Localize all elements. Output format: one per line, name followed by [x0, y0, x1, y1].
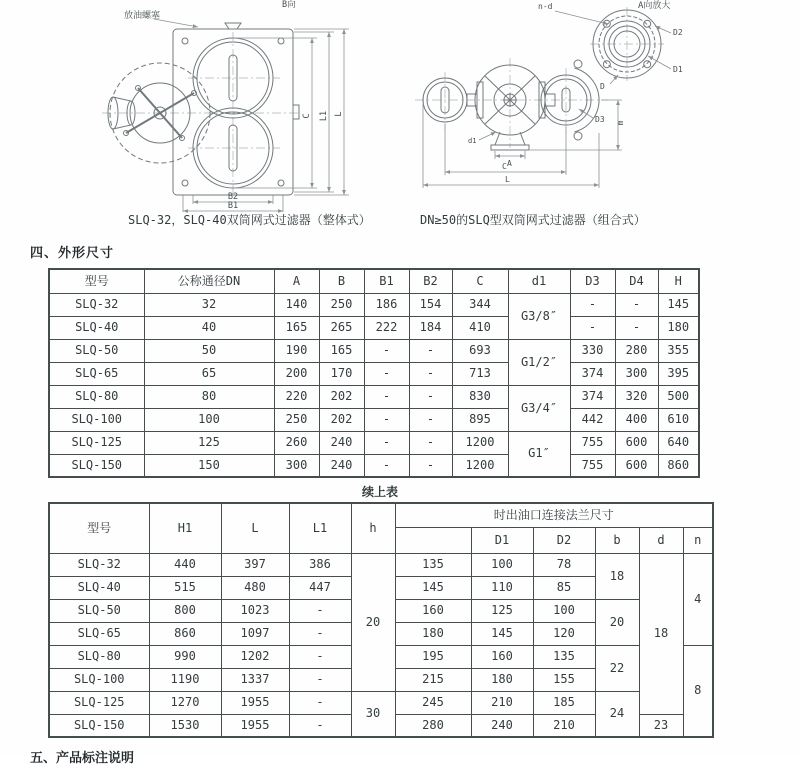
data-cell: SLQ-40 — [49, 316, 144, 339]
data-cell: 165 — [274, 316, 319, 339]
header-cell: B — [319, 269, 364, 293]
data-cell: 800 — [149, 599, 221, 622]
data-cell: 215 — [395, 668, 471, 691]
data-cell: 165 — [319, 339, 364, 362]
data-cell: SLQ-100 — [49, 668, 149, 691]
data-cell: SLQ-32 — [49, 293, 144, 316]
side-tab — [293, 105, 299, 119]
dimensions-table-wrapper — [48, 268, 700, 478]
data-cell: 184 — [409, 316, 452, 339]
data-cell: SLQ-80 — [49, 385, 144, 408]
data-cell: 1023 — [221, 599, 289, 622]
data-cell: 200 — [274, 362, 319, 385]
bolt-hole — [603, 61, 610, 68]
dim-label-d3: D3 — [595, 115, 605, 124]
continued-table-wrapper — [48, 502, 714, 738]
data-cell: 220 — [274, 385, 319, 408]
detail-title: A向放大 — [638, 1, 671, 11]
header-cell: n — [683, 527, 713, 553]
data-cell: 245 — [395, 691, 471, 714]
continued-table-label: 续上表 — [361, 485, 398, 499]
drain-plug-callout: 放油螺塞 — [124, 11, 161, 21]
header-cell: L — [221, 503, 289, 553]
data-cell: 210 — [533, 714, 595, 737]
data-cell: 125 — [471, 599, 533, 622]
bolt-count-label: n-d — [538, 2, 553, 11]
data-cell: 240 — [319, 454, 364, 477]
data-cell: 40 — [144, 316, 274, 339]
data-cell: 395 — [658, 362, 699, 385]
data-cell: 170 — [319, 362, 364, 385]
data-cell: - — [364, 408, 409, 431]
header-cell — [395, 527, 471, 553]
data-cell: - — [615, 293, 658, 316]
data-cell: 374 — [570, 385, 615, 408]
data-cell: SLQ-65 — [49, 362, 144, 385]
data-cell: 30 — [351, 691, 395, 737]
data-cell: 386 — [289, 553, 351, 576]
header-cell: A — [274, 269, 319, 293]
data-cell: 600 — [615, 454, 658, 477]
data-cell: - — [364, 431, 409, 454]
data-cell: SLQ-80 — [49, 645, 149, 668]
data-cell: 100 — [471, 553, 533, 576]
data-cell: - — [409, 362, 452, 385]
data-cell: 78 — [533, 553, 595, 576]
header-cell: D1 — [471, 527, 533, 553]
dimension-lines — [423, 11, 671, 188]
dim-label-d: D — [600, 82, 605, 91]
data-cell: - — [289, 668, 351, 691]
data-cell: 895 — [452, 408, 508, 431]
data-cell: 990 — [149, 645, 221, 668]
data-cell: 440 — [149, 553, 221, 576]
data-cell: 442 — [570, 408, 615, 431]
data-cell: 154 — [409, 293, 452, 316]
data-cell: 190 — [274, 339, 319, 362]
header-cell: d1 — [508, 269, 570, 293]
data-cell: - — [409, 385, 452, 408]
clamp-lug — [574, 60, 582, 68]
data-cell: 330 — [570, 339, 615, 362]
data-cell: 320 — [615, 385, 658, 408]
data-cell: 18 — [595, 553, 639, 599]
figure-integral-type — [98, 2, 390, 216]
data-cell: 140 — [274, 293, 319, 316]
data-cell: - — [364, 385, 409, 408]
dim-label-drain: d1 — [468, 137, 477, 145]
data-cell: 20 — [351, 553, 395, 691]
data-cell: SLQ-125 — [49, 691, 149, 714]
dim-label-c: C — [502, 162, 507, 171]
data-cell: 240 — [319, 431, 364, 454]
data-cell: 135 — [395, 553, 471, 576]
data-cell: 210 — [471, 691, 533, 714]
dim-label-c: C — [302, 113, 312, 119]
dim-label-l: L — [334, 111, 344, 117]
data-cell: 250 — [274, 408, 319, 431]
data-cell: 185 — [533, 691, 595, 714]
data-cell: 110 — [471, 576, 533, 599]
data-cell: 145 — [471, 622, 533, 645]
data-cell: 1202 — [221, 645, 289, 668]
data-cell: 1200 — [452, 454, 508, 477]
data-cell: 265 — [319, 316, 364, 339]
data-cell: SLQ-125 — [49, 431, 144, 454]
data-cell: 100 — [533, 599, 595, 622]
dimensions-table — [48, 268, 700, 478]
dim-label-m: m — [616, 120, 625, 126]
header-cell: 型号 — [49, 269, 144, 293]
header-cell: B1 — [364, 269, 409, 293]
data-cell: 23 — [639, 714, 683, 737]
data-cell: 160 — [395, 599, 471, 622]
data-cell: 20 — [595, 599, 639, 645]
header-cell: 公称通径DN — [144, 269, 274, 293]
view-b-label: B向 — [282, 0, 296, 10]
data-cell: 600 — [615, 431, 658, 454]
data-cell: 85 — [533, 576, 595, 599]
dim-label-d2: D2 — [673, 28, 683, 37]
dim-label-b1: B1 — [227, 201, 239, 211]
dim-label-a: A — [507, 159, 512, 168]
data-cell: 180 — [395, 622, 471, 645]
data-cell: 240 — [471, 714, 533, 737]
data-cell: 260 — [274, 431, 319, 454]
data-cell: 1337 — [221, 668, 289, 691]
data-cell: 24 — [595, 691, 639, 737]
continued-dimensions-table — [48, 502, 714, 738]
data-cell: 400 — [615, 408, 658, 431]
data-cell: 202 — [319, 408, 364, 431]
header-cell: D2 — [533, 527, 595, 553]
data-cell: 202 — [319, 385, 364, 408]
data-cell: 150 — [144, 454, 274, 477]
data-cell: 1097 — [221, 622, 289, 645]
data-cell: 65 — [144, 362, 274, 385]
data-cell: 713 — [452, 362, 508, 385]
data-cell: 1190 — [149, 668, 221, 691]
data-cell: 610 — [658, 408, 699, 431]
data-cell: SLQ-150 — [49, 454, 144, 477]
data-cell: 1270 — [149, 691, 221, 714]
data-cell: 145 — [395, 576, 471, 599]
data-cell: 50 — [144, 339, 274, 362]
data-cell: 860 — [149, 622, 221, 645]
header-cell: b — [595, 527, 639, 553]
data-cell: 755 — [570, 431, 615, 454]
dim-label-l1: L1 — [319, 110, 329, 122]
data-cell: - — [364, 362, 409, 385]
data-cell: G3/4″ — [508, 385, 570, 431]
data-cell: SLQ-50 — [49, 599, 149, 622]
data-cell: 1200 — [452, 431, 508, 454]
data-cell: 18 — [639, 553, 683, 714]
data-cell: SLQ-150 — [49, 714, 149, 737]
data-cell: - — [364, 454, 409, 477]
data-cell: 374 — [570, 362, 615, 385]
bolt-hole — [644, 20, 651, 27]
data-cell: 100 — [144, 408, 274, 431]
data-cell: 32 — [144, 293, 274, 316]
data-cell: - — [289, 714, 351, 737]
changeover-handwheel — [124, 83, 197, 143]
data-cell: 830 — [452, 385, 508, 408]
section5-heading-clipped: 五、产品标注说明 — [30, 751, 135, 766]
data-cell: 135 — [533, 645, 595, 668]
data-cell: - — [289, 622, 351, 645]
data-cell: - — [409, 339, 452, 362]
data-cell: 1955 — [221, 714, 289, 737]
clamp-lug — [574, 132, 582, 140]
data-cell: - — [289, 691, 351, 714]
caption-integral-type: SLQ-32，SLQ-40双筒网式过滤器（整体式） — [128, 213, 371, 227]
data-cell: 80 — [144, 385, 274, 408]
data-cell: 280 — [395, 714, 471, 737]
data-cell: 180 — [471, 668, 533, 691]
data-cell: 120 — [533, 622, 595, 645]
dim-label-l: L — [505, 175, 510, 184]
data-cell: 1955 — [221, 691, 289, 714]
data-cell: SLQ-50 — [49, 339, 144, 362]
header-cell: L1 — [289, 503, 351, 553]
header-cell: D4 — [615, 269, 658, 293]
data-cell: SLQ-65 — [49, 622, 149, 645]
data-cell: SLQ-40 — [49, 576, 149, 599]
data-cell: 280 — [615, 339, 658, 362]
data-cell: G1″ — [508, 431, 570, 477]
data-cell: 640 — [658, 431, 699, 454]
data-cell: 22 — [595, 645, 639, 691]
section4-heading: 四、外形尺寸 — [30, 246, 115, 261]
header-cell: h — [351, 503, 395, 553]
header-cell: D3 — [570, 269, 615, 293]
data-cell: 195 — [395, 645, 471, 668]
data-cell: 250 — [319, 293, 364, 316]
data-cell: 222 — [364, 316, 409, 339]
header-cell: H — [658, 269, 699, 293]
data-cell: 1530 — [149, 714, 221, 737]
integral-type-drawing — [98, 2, 390, 212]
bolt-hole — [182, 180, 188, 186]
data-cell: - — [364, 339, 409, 362]
data-cell: 410 — [452, 316, 508, 339]
data-cell: 447 — [289, 576, 351, 599]
bolt-hole — [278, 38, 284, 44]
data-cell: 693 — [452, 339, 508, 362]
header-cell: C — [452, 269, 508, 293]
data-cell: 160 — [471, 645, 533, 668]
data-cell: 860 — [658, 454, 699, 477]
data-cell: 145 — [658, 293, 699, 316]
data-cell: SLQ-32 — [49, 553, 149, 576]
header-cell: B2 — [409, 269, 452, 293]
data-cell: 186 — [364, 293, 409, 316]
data-cell: - — [409, 431, 452, 454]
bolt-hole — [182, 38, 188, 44]
data-cell: 300 — [274, 454, 319, 477]
caption-combined-type: DN≥50的SLQ型双筒网式过滤器（组合式） — [420, 213, 646, 227]
data-cell: 344 — [452, 293, 508, 316]
data-cell: 500 — [658, 385, 699, 408]
header-cell: 时出油口连接法兰尺寸 — [395, 503, 713, 527]
data-cell: 300 — [615, 362, 658, 385]
data-cell: - — [289, 645, 351, 668]
data-cell: - — [289, 599, 351, 622]
dim-label-b2: B2 — [227, 192, 239, 202]
bolt-hole — [278, 180, 284, 186]
header-cell: 型号 — [49, 503, 149, 553]
data-cell: G3/8″ — [508, 293, 570, 339]
data-cell: 397 — [221, 553, 289, 576]
data-cell: SLQ-100 — [49, 408, 144, 431]
data-cell: 355 — [658, 339, 699, 362]
bolt-hole — [644, 61, 651, 68]
data-cell: 125 — [144, 431, 274, 454]
data-cell: G1/2″ — [508, 339, 570, 385]
header-cell: d — [639, 527, 683, 553]
data-cell: 8 — [683, 645, 713, 737]
data-cell: 755 — [570, 454, 615, 477]
data-cell: - — [409, 454, 452, 477]
header-cell: H1 — [149, 503, 221, 553]
data-cell: 480 — [221, 576, 289, 599]
data-cell: 155 — [533, 668, 595, 691]
data-cell: 180 — [658, 316, 699, 339]
data-cell: - — [570, 293, 615, 316]
data-cell: - — [409, 408, 452, 431]
dim-label-d1: D1 — [673, 65, 683, 74]
data-cell: 4 — [683, 553, 713, 645]
data-cell: - — [570, 316, 615, 339]
data-cell: 515 — [149, 576, 221, 599]
combined-type-drawing — [412, 0, 712, 212]
data-cell: - — [615, 316, 658, 339]
figure-combined-type — [412, 0, 712, 216]
drain-plug — [225, 23, 241, 29]
